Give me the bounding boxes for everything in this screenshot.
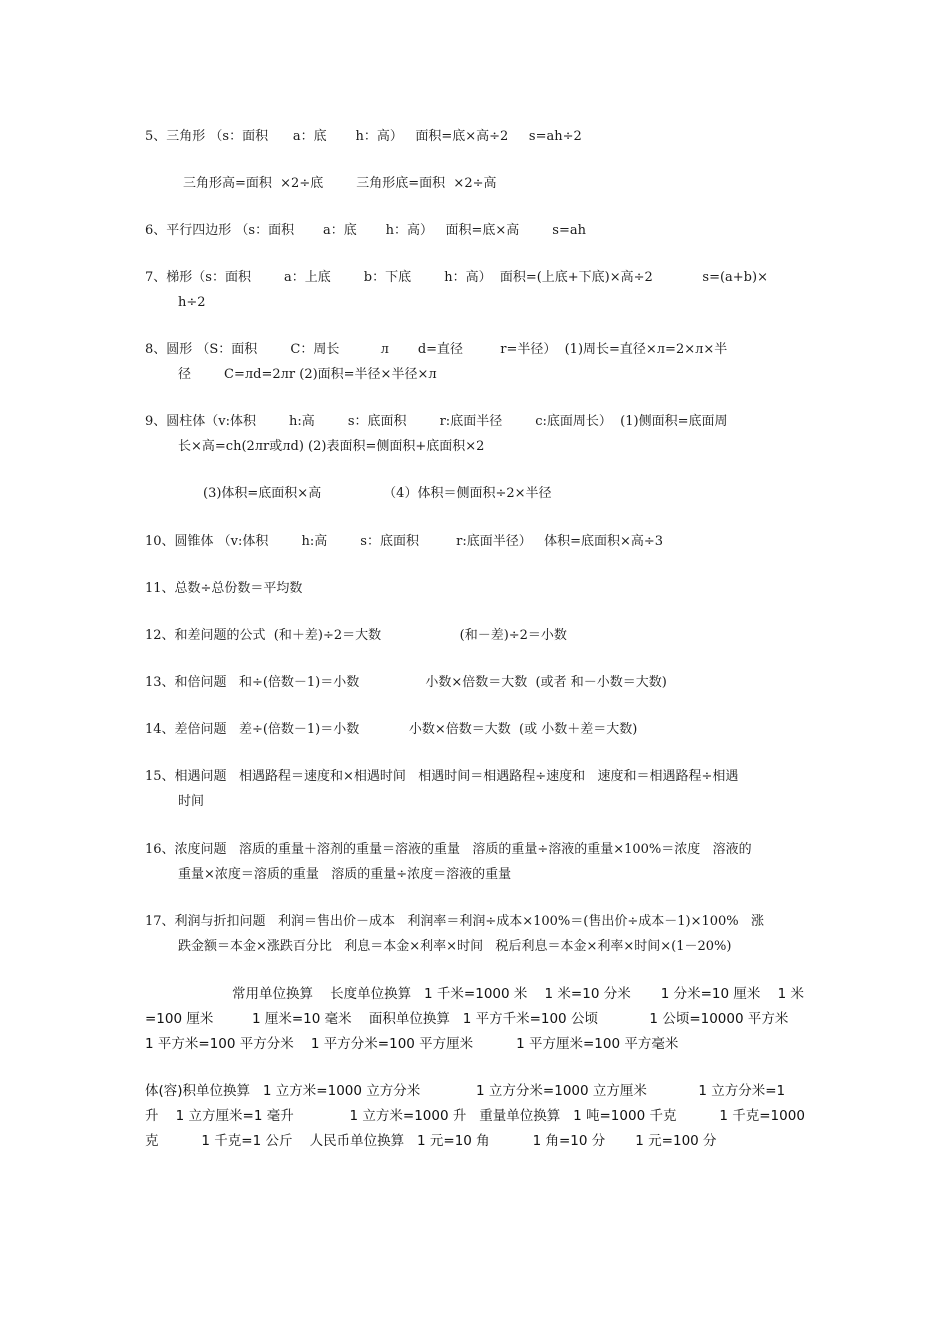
line-unit-area: =100 厘米 1 厘米=10 毫米 面积单位换算 1 平方千米=100 公顷 1 公顷=10000 平方米 bbox=[145, 1011, 789, 1027]
line-trapezoid: 7、梯形（s：面积 a：上底 b：下底 h：高） 面积=(上底+下底)×高÷2 s=(a+b)× bbox=[145, 270, 768, 285]
line-difference-multiple: 14、差倍问题 差÷(倍数－1)＝小数 小数×倍数＝大数 (或 小数＋差＝大数) bbox=[145, 722, 638, 737]
line-sum-multiple: 13、和倍问题 和÷(倍数－1)＝小数 小数×倍数＝大数 (或者 和－小数＝大数) bbox=[145, 675, 667, 690]
line-concentration-cont: 重量×浓度＝溶质的重量 溶质的重量÷浓度＝溶液的重量 bbox=[178, 867, 512, 882]
line-trapezoid-cont: h÷2 bbox=[178, 295, 206, 310]
line-cylinder-cont: 长×高=ch(2лr或лd) (2)表面积=侧面积+底面积×2 bbox=[178, 439, 485, 454]
line-unit-length: 常用单位换算 长度单位换算 1 千米=1000 米 1 米=10 分米 1 分米=10 厘米 1 米 bbox=[232, 986, 804, 1002]
line-unit-weight: 升 1 立方厘米=1 毫升 1 立方米=1000 升 重量单位换算 1 吨=1000 千克 1 千克=1000 bbox=[145, 1108, 805, 1124]
line-unit-area-cont: 1 平方米=100 平方分米 1 平方分米=100 平方厘米 1 平方厘米=100 平方毫米 bbox=[145, 1036, 679, 1052]
line-triangle-height-base: 三角形高=面积 ×2÷底 三角形底=面积 ×2÷高 bbox=[183, 176, 497, 191]
line-sum-difference: 12、和差问题的公式 (和＋差)÷2＝大数 (和－差)÷2＝小数 bbox=[145, 628, 567, 643]
line-cone: 10、圆锥体 （v:体积 h:高 s：底面积 r:底面半径） 体积=底面积×高÷3 bbox=[145, 534, 664, 549]
line-cylinder: 9、圆柱体（v:体积 h:高 s：底面积 r:底面半径 c:底面周长） (1)侧面积=底面周 bbox=[145, 414, 728, 429]
line-parallelogram: 6、平行四边形 （s：面积 a：底 h：高） 面积=底×高 s=ah bbox=[145, 223, 586, 238]
line-unit-volume: 体(容)积单位换算 1 立方米=1000 立方分米 1 立方分米=1000 立方厘米 1 立方分米=1 bbox=[145, 1083, 786, 1099]
line-concentration: 16、浓度问题 溶质的重量＋溶剂的重量＝溶液的重量 溶质的重量÷溶液的重量×100%＝浓度 溶液的 bbox=[145, 842, 752, 857]
line-circle: 8、圆形 （S：面积 C：周长 л d=直径 r=半径） (1)周长=直径×л=2×л×半 bbox=[145, 342, 728, 357]
line-meeting: 15、相遇问题 相遇路程＝速度和×相遇时间 相遇时间＝相遇路程÷速度和 速度和＝相遇路程÷相遇 bbox=[145, 769, 739, 784]
line-circle-cont: 径 C=лd=2лr (2)面积=半径×半径×л bbox=[178, 367, 437, 382]
line-profit-discount: 17、利润与折扣问题 利润＝售出价－成本 利润率＝利润÷成本×100%＝(售出价÷成本－1)×100% 涨 bbox=[145, 914, 765, 929]
line-unit-currency: 克 1 千克=1 公斤 人民币单位换算 1 元=10 角 1 角=10 分 1 元=100 分 bbox=[145, 1133, 717, 1149]
line-profit-discount-cont: 跌金额＝本金×涨跌百分比 利息＝本金×利率×时间 税后利息＝本金×利率×时间×(1－20%) bbox=[178, 939, 732, 954]
line-average: 11、总数÷总份数＝平均数 bbox=[145, 581, 303, 596]
line-cylinder-volume: (3)体积=底面积×高 （4）体积＝侧面积÷2×半径 bbox=[203, 486, 552, 501]
line-meeting-cont: 时间 bbox=[178, 794, 205, 809]
line-triangle: 5、三角形 （s：面积 a：底 h：高） 面积=底×高÷2 s=ah÷2 bbox=[145, 129, 582, 144]
